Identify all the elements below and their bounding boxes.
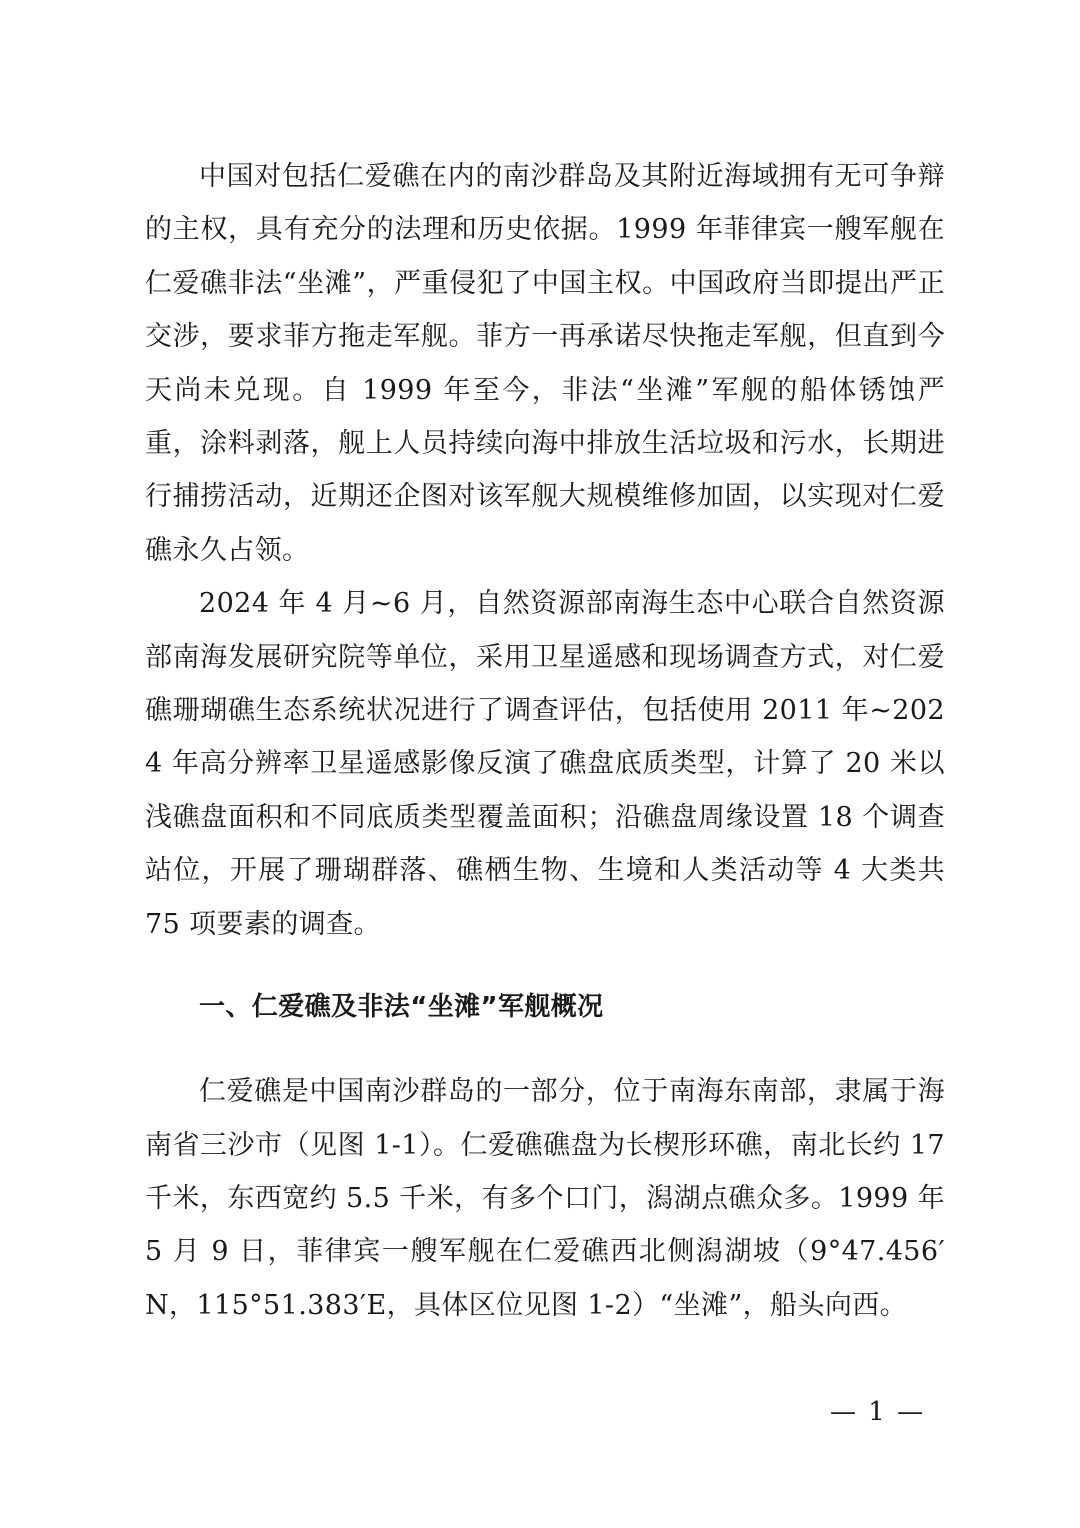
page-number: — 1 — [830, 1397, 926, 1427]
document-body [145, 150, 945, 1332]
intro-paragraph: 中国对包括仁爱礁在内的南沙群岛及其附近海域拥有无可争辩的主权，具有充分的法理和历史依据。1999 年菲律宾一艘军舰在仁爱礁非法“坐滩”，严重侵犯了中国主权。中国政府当即提出严正交涉，要求菲方拖走军舰。菲方一再承诺尽快拖走军舰，但直到今天尚未兑现。自 1999 年至今，非法“坐滩”军舰的船体锈蚀严重，涂料剥落，舰上人员持续向海中排放生活垃圾和污水，长期进行捕捞活动，近期还企图对该军舰大规模维修加固，以实现对仁爱礁永久占领。 [145, 161, 945, 566]
survey-paragraph: 2024 年 4 月~6 月，自然资源部南海生态中心联合自然资源部南海发展研究院等单位，采用卫星遥感和现场调查方式，对仁爱礁珊瑚礁生态系统状况进行了调查评估，包括使用 2011 年~2024 年高分辨率卫星遥感影像反演了礁盘底质类型，计算了 20 米以浅礁盘面积和不同底质类型覆盖面积；沿礁盘周缘设置 18 个调查站位，开展了珊瑚群落、礁栖生物、生境和人类活动等 4 大类共 75 项要素的调查。 [145, 588, 946, 940]
section-heading: 一、仁爱礁及非法“坐滩”军舰概况 [199, 992, 604, 1023]
section-paragraph: 仁爱礁是中国南沙群岛的一部分，位于南海东南部，隶属于海南省三沙市（见图 1-1）。仁爱礁礁盘为长楔形环礁，南北长约 17 千米，东西宽约 5.5 千米，有多个口门，潟湖点礁众多。1999 年 5 月 9 日，菲律宾一艘军舰在仁爱礁西北侧潟湖坡（9°47.456′N，115°51.383′E，具体区位见图 1-2）“坐滩”，船头向西。 [145, 1076, 945, 1321]
